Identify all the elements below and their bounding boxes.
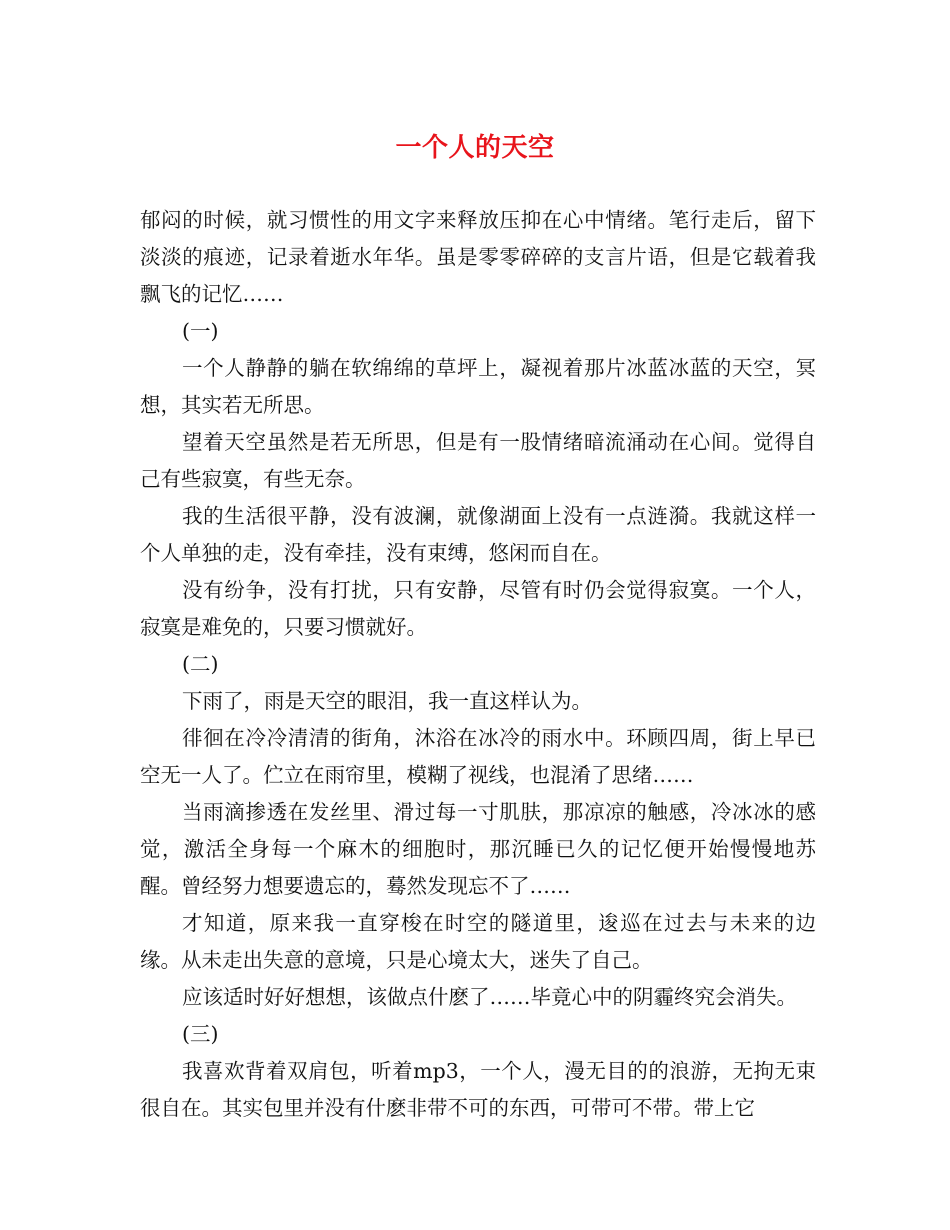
paragraph: 下雨了，雨是天空的眼泪，我一直这样认为。	[182, 689, 592, 713]
paragraph: 一个人静静的躺在软绵绵的草坪上，凝视着那片冰蓝冰蓝的天空，冥想，其实若无所思。	[140, 356, 816, 417]
paragraph: 当雨滴掺透在发丝里、滑过每一寸肌肤，那凉凉的触感，冷冰冰的感觉，激活全身每一个麻木的细胞时，那沉睡已久的记忆便开始慢慢地苏醒。曾经努力想要遗忘的，蓦然发现忘不了……	[140, 800, 816, 898]
paragraph: 我喜欢背着双肩包，听着mp3，一个人，漫无目的的浪游，无拘无束很自在。其实包里并没有什麽非带不可的东西，可带可不带。带上它	[140, 1059, 816, 1120]
section-heading-2: (二)	[182, 652, 219, 676]
section-heading-1: (一)	[182, 319, 219, 343]
section-heading-3: (三)	[182, 1022, 219, 1046]
paragraph-intro: 郁闷的时候，就习惯性的用文字来释放压抑在心中情绪。笔行走后，留下淡淡的痕迹，记录着逝水年华。虽是零零碎碎的支言片语，但是它载着我飘飞的记忆……	[140, 208, 816, 306]
paragraph: 望着天空虽然是若无所思，但是有一股情绪暗流涌动在心间。觉得自己有些寂寞，有些无奈。	[140, 430, 816, 491]
body-text	[140, 202, 816, 1127]
paragraph: 我的生活很平静，没有波澜，就像湖面上没有一点涟漪。我就这样一个人单独的走，没有牵挂，没有束缚，悠闲而自在。	[140, 504, 816, 565]
paragraph: 徘徊在冷冷清清的街角，沐浴在冰冷的雨水中。环顾四周，街上早已空无一人了。伫立在雨帘里，模糊了视线，也混淆了思绪……	[140, 726, 816, 787]
paragraph: 没有纷争，没有打扰，只有安静，尽管有时仍会觉得寂寞。一个人，寂寞是难免的，只要习惯就好。	[140, 578, 816, 639]
paragraph: 应该适时好好想想，该做点什麽了……毕竟心中的阴霾终究会消失。	[182, 985, 797, 1009]
paragraph: 才知道，原来我一直穿梭在时空的隧道里，逡巡在过去与未来的边缘。从未走出失意的意境，只是心境太大，迷失了自己。	[140, 911, 816, 972]
page-title: 一个人的天空	[395, 133, 555, 163]
